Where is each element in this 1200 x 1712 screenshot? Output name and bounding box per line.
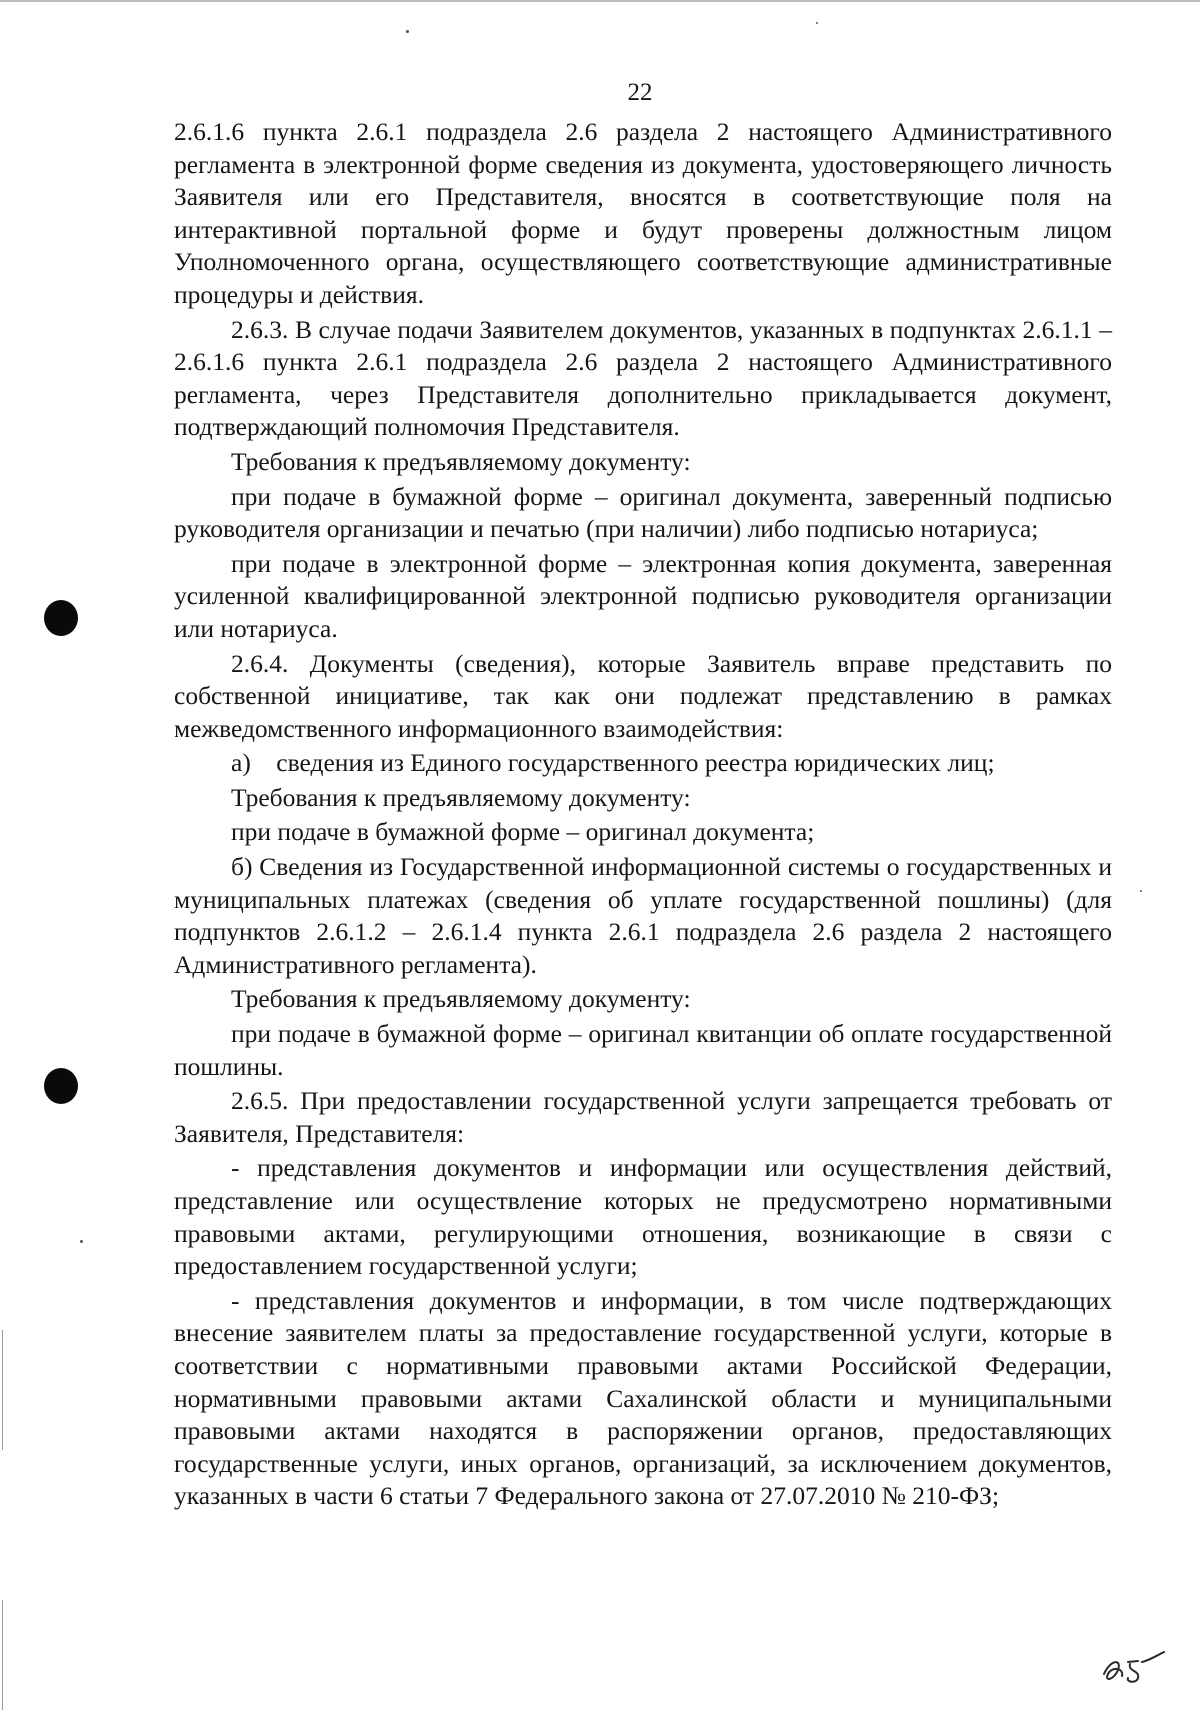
left-edge-mark [2,1600,3,1710]
list-item-b: б) Сведения из Государственной информационной системы о государственных и муниципальных платежах (сведения об уплате государственной пошлины) (для подпунктов 2.6.1.2 – 2.6.1.4 пункта 2.6.1 подраздела 2.6 раздела 2 настоящего Административного регламента). [174,852,1112,979]
document-body [174,116,1112,1513]
scan-speck [406,30,409,33]
paper-form-requirement: при подаче в бумажной форме – оригинал документа, заверенный подписью руководителя организации и печатью (при наличии) либо подписью нотариуса; [174,481,1112,544]
page-number: 22 [627,79,653,106]
requirements-heading: Требования к предъявляемому документу: [231,446,691,476]
paragraph-2-6-3: 2.6.3. В случае подачи Заявителем документов, указанных в подпунктах 2.6.1.1 – 2.6.1.6 пункта 2.6.1 подраздела 2.6 раздела 2 настоящего Административного регламента, через Представителя дополнительно прикладывается документ, подтверждающий полномочия Представителя. [174,314,1112,442]
prohibition-item: - представления документов и информации или осуществления действий, представление или осуществление которых не предусмотрено нормативными правовыми актами, регулирующими отношения, возникающие в связи с предоставлением государственной услуги; [174,1153,1112,1281]
punch-hole [44,1068,78,1104]
paper-form-requirement: при подаче в бумажной форме – оригинал документа; [231,817,815,847]
handwritten-page-mark [1098,1640,1168,1690]
paragraph-continuation: 2.6.1.6 пункта 2.6.1 подраздела 2.6 раздела 2 настоящего Административного регламента в электронной форме сведения из документа, удостоверяющего личность Заявителя или его Представителя, вносятся в соответствующие поля на интерактивной портальной форме и будут проверены должностным лицом Уполномоченного органа, осуществляющего соответствующие административные процедуры и действия. [174,117,1112,309]
top-edge-rule [0,0,1200,2]
left-edge-mark [2,1330,3,1450]
list-item-a: а) сведения из Единого государственного реестра юридических лиц; [231,748,995,778]
paper-form-receipt-requirement: при подаче в бумажной форме – оригинал квитанции об оплате государственной пошлины. [174,1019,1112,1081]
scan-speck [816,22,818,24]
requirements-heading: Требования к предъявляемому документу: [231,984,691,1014]
scan-speck [80,1240,83,1243]
electronic-form-requirement: при подаче в электронной форме – электронная копия документа, заверенная усиленной квалифицированной электронной подписью руководителя организации или нотариуса. [174,548,1112,643]
paragraph-2-6-4: 2.6.4. Документы (сведения), которые Заявитель вправе представить по собственной инициативе, так как они подлежат представлению в рамках межведомственного информационного взаимодействия: [174,648,1112,743]
prohibition-item: - представления документов и информации, в том числе подтверждающих внесение заявителем платы за предоставление государственной услуги, которые в соответствии с нормативными правовыми актами Российской Федерации, нормативными правовыми актами Сахалинской области и муниципальными правовыми актами находятся в распоряжении органов, предоставляющих государственные услуги, иных органов, организаций, за исключением документов, указанных в части 6 статьи 7 Федерального закона от 27.07.2010 № 210-ФЗ; [174,1285,1112,1511]
paragraph-2-6-5: 2.6.5. При предоставлении государственной услуги запрещается требовать от Заявителя, Представителя: [174,1086,1112,1148]
requirements-heading: Требования к предъявляемому документу: [231,782,691,812]
punch-hole [44,600,78,636]
scan-speck [1140,890,1142,892]
